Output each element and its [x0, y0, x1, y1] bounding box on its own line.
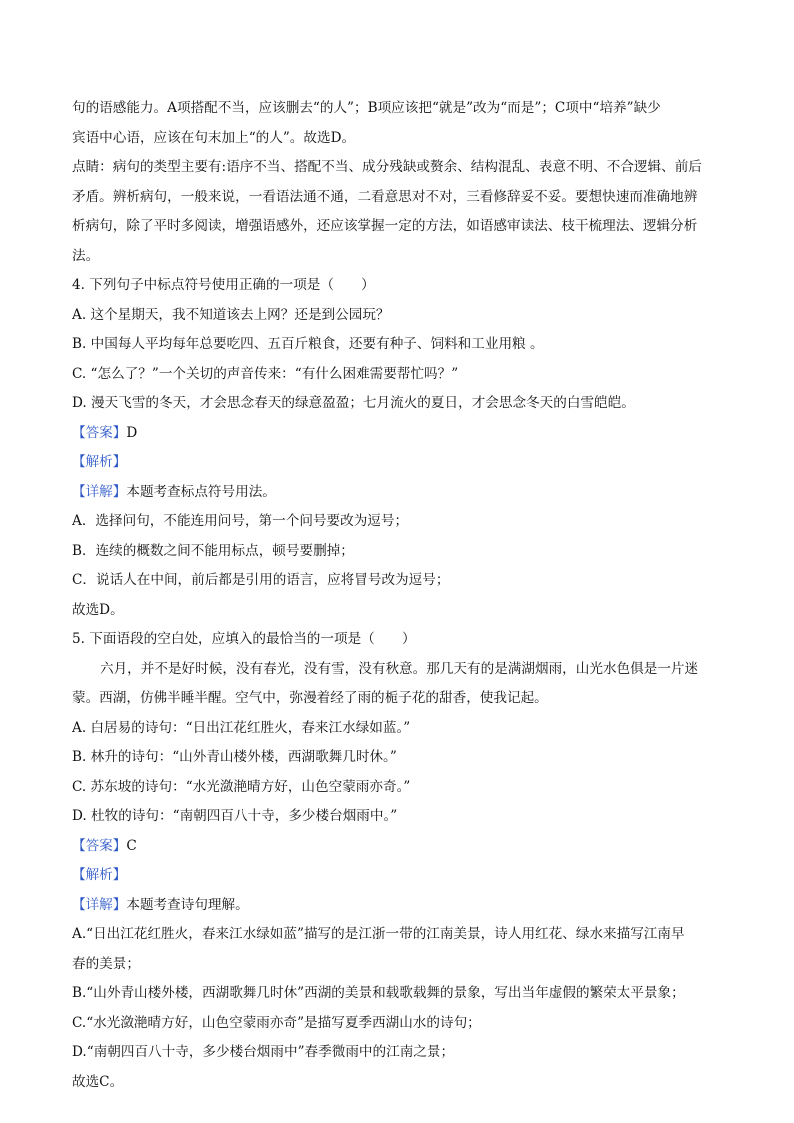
tip-line: 点睛：病句的类型主要有:语序不当、搭配不当、成分残缺或赘余、结构混乱、表意不明、不合逻辑、前后 [72, 159, 702, 175]
question-5-option-c: C. 苏东坡的诗句：“水光潋滟晴方好，山色空蒙雨亦奇。” [72, 778, 411, 795]
question-5-option-a: A. 白居易的诗句：“日出江花红胜火，春来江水绿如蓝。” [72, 719, 411, 736]
question-5-passage: 六月，并不是好时候，没有春光，没有雪，没有秋意。那几天有的是满湖烟雨，山光水色俱是一片迷 [100, 660, 699, 677]
question-5-option-b: B. 林升的诗句：“山外青山楼外楼，西湖歌舞几时休。” [72, 749, 397, 765]
detail-tag: 【详解】 [72, 483, 127, 500]
detail-tag: 【详解】 [72, 896, 127, 913]
q5-explanation: C.“水光潋滟晴方好，山色空蒙雨亦奇”是描写夏季西湖山水的诗句； [72, 1014, 481, 1031]
text-line: 宾语中心语，应该在句末加上“的人”。故选D。 [72, 129, 356, 146]
q4-explanation: B．连续的概数之间不能用标点，顿号要删掉； [72, 542, 354, 559]
q4-answer-line [72, 419, 724, 449]
detail-text: 本题考查诗句理解。 [126, 896, 249, 913]
q4-explanation: C．说话人在中间，前后都是引用的语言，应将冒号改为逗号； [72, 572, 450, 588]
question-5-option-d: D. 杜牧的诗句：“南朝四百八十寺，多少楼台烟雨中。” [72, 808, 398, 824]
answer-tag: 【答案】 [72, 837, 127, 854]
answer-value: C [126, 837, 137, 854]
question-5-passage: 蒙。西湖，仿佛半睡半醒。空气中，弥漫着经了雨的栀子花的甜香，使我记起。 [72, 690, 548, 706]
text-line: 矛盾。辨析病句，一般来说，一看语法通不通，二看意思对不对，三看修辞妥不妥。要想快速而准确地辨 [72, 188, 698, 205]
q5-analysis-line [72, 861, 724, 891]
question-4-stem: 4. 下列句子中标点符号使用正确的一项是（ ） [72, 277, 375, 293]
q5-explanation: D.“南朝四百八十寺，多少楼台烟雨中”春季微雨中的江南之景； [72, 1044, 455, 1060]
q5-explanation: A.“日出江花红胜火，春来江水绿如蓝”描写的是江浙一带的江南美景，诗人用红花、绿水来描写江南早 [72, 926, 685, 942]
q5-explanation: B.“山外青山楼外楼，西湖歌舞几时休”西湖的美景和载歌载舞的景象，写出当年虚假的繁荣太平景象； [72, 985, 685, 1001]
question-4-option-d: D. 漫天飞雪的冬天，才会思念春天的绿意盈盈；七月流火的夏日，才会思念冬天的白雪皑皑。 [72, 395, 635, 411]
q5-conclusion: 故选C。 [72, 1073, 124, 1090]
analysis-tag: 【解析】 [72, 454, 127, 470]
analysis-tag: 【解析】 [72, 867, 127, 883]
q4-conclusion: 故选D。 [72, 601, 124, 618]
q4-analysis-line [72, 448, 724, 478]
answer-tag: 【答案】 [72, 424, 127, 441]
text-line: 句的语感能力。A项搭配不当，应该删去“的人”；B项应该把“就是”改为“而是”；C项中“培养”缺少 [72, 100, 661, 116]
question-5-stem: 5. 下面语段的空白处，应填入的最恰当的一项是（ ） [72, 631, 416, 647]
question-4-option-c: C. “怎么了？”一个关切的声音传来：“有什么困难需要帮忙吗？” [72, 365, 459, 382]
question-4-option-a: A. 这个星期天，我不知道该去上网？还是到公园玩？ [72, 306, 390, 323]
q5-answer-line [72, 832, 724, 862]
q4-explanation: A．选择问句，不能连用问号，第一个问号要改为逗号； [72, 513, 409, 529]
question-4-option-b: B. 中国每人平均每年总要吃四、五百斤粮食，还要有种子、饲料和工业用粮 。 [72, 336, 544, 352]
text-line: 法。 [72, 247, 100, 264]
q5-explanation: 春的美景； [72, 955, 140, 972]
document-page [72, 94, 724, 1097]
answer-value: D [126, 424, 138, 441]
q4-detail-line [72, 478, 724, 508]
text-line: 析病句，除了平时多阅读，增强语感外，还应该掌握一定的方法，如语感审读法、枝干梳理法、逻辑分析 [72, 218, 698, 234]
q5-detail-line [72, 891, 724, 921]
detail-text: 本题考查标点符号用法。 [126, 483, 276, 500]
